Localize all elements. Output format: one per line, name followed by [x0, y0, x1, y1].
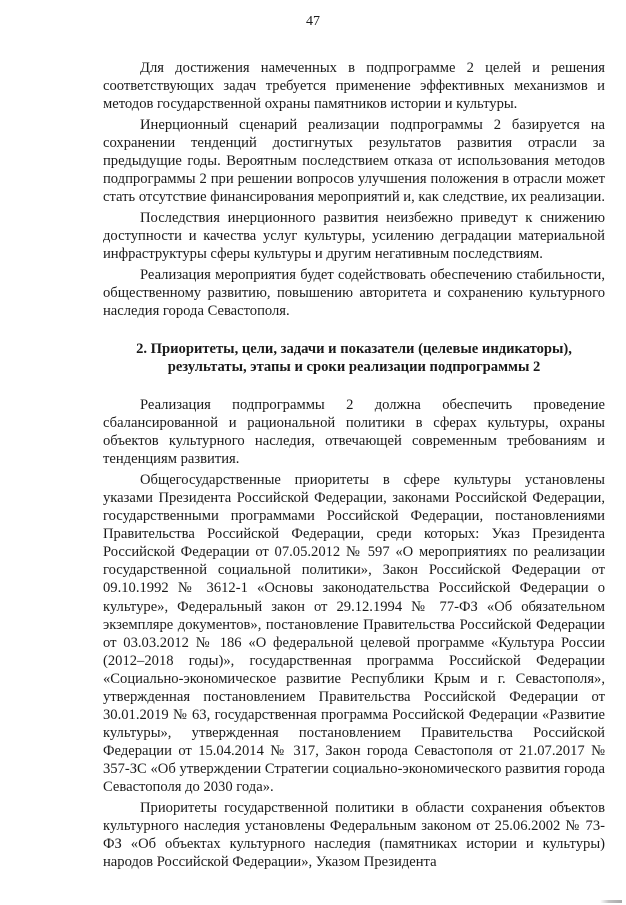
scan-artifact [600, 900, 622, 903]
paragraph: Общегосударственные приоритеты в сфере культуры установлены указами Президента Российской Федерации, законами Российской Федерации, государственными программами Российской Федерации, постановлениями Правительства Российской Федерации, среди которых: Указ Президента Российской Федерации от 07.05.2012 № 597 «О мероприятиях по реализации государственной социальной политики», Закон Российской Федерации от 09.10.1992 № 3612-1 «Основы законодательства Российской Федерации о культуре», Федеральный закон от 29.12.1994 № 77-ФЗ «Об обязательном экземпляре документов», постановление Правительства Российской Федерации от 03.03.2012 № 186 «О федеральной целевой программе «Культура России (2012–2018 годы)», государственная программа Российской Федерации «Социально-экономическое развитие Республики Крым и г. Севастополя», утвержденная постановлением Правительства Российской Федерации от 30.01.2019 № 63, государственная программа Российской Федерации «Развитие культуры», утвержденная постановлением Правительства Российской Федерации от 15.04.2014 № 317, Закон города Севастополя от 21.07.2017 № 357-ЗС «Об утверждении Стратегии социально-экономического развития города Севастополя до 2030 года». [103, 471, 605, 796]
page-body [103, 59, 605, 874]
paragraph: Последствия инерционного развития неизбежно приведут к снижению доступности и качества услуг культуры, усилению деградации материальной инфраструктуры сферы культуры и другим негативным последствиям. [103, 209, 605, 262]
page-number: 47 [306, 14, 320, 29]
paragraph: Реализация мероприятия будет содействовать обеспечению стабильности, общественному развитию, повышению авторитета и сохранению культурного наследия города Севастополя. [103, 266, 605, 319]
section-heading: 2. Приоритеты, цели, задачи и показатели (целевые индикаторы), результаты, этапы и сроки реализации подпрограммы 2 [136, 340, 572, 375]
paragraph: Инерционный сценарий реализации подпрограммы 2 базируется на сохранении тенденций достигнутых результатов развития отрасли за предыдущие годы. Вероятным последствием отказа от использования методов подпрограммы 2 при решении вопросов улучшения положения в отрасли может стать отсутствие финансирования мероприятий и, как следствие, их реализации. [103, 116, 605, 206]
paragraph: Реализация подпрограммы 2 должна обеспечить проведение сбалансированной и рациональной политики в сферах культуры, охраны объектов культурного наследия, отвечающей современным требованиям и тенденциям развития. [103, 397, 605, 468]
paragraph: Приоритеты государственной политики в области сохранения объектов культурного наследия установлены Федеральным законом от 25.06.2002 № 73-ФЗ «Об объектах культурного наследия (памятниках истории и культуры) народов Российской Федерации», Указом Президента [103, 800, 605, 871]
paragraph: Для достижения намеченных в подпрограмме 2 целей и решения соответствующих задач требуется применение эффективных механизмов и методов государственной охраны памятников истории и культуры. [103, 60, 605, 113]
